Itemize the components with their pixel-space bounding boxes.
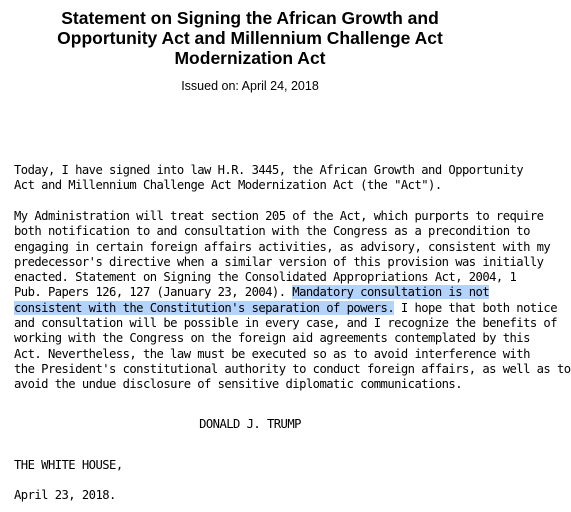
- text-line: [14, 300, 558, 316]
- text-line: Act and Millennium Challenge Act Modernization Act (the "Act").: [14, 178, 442, 193]
- text-line: predecessor's directive when a similar version of this provision was initially: [14, 254, 544, 269]
- title-line: Statement on Signing the African Growth and: [61, 8, 439, 28]
- place-line: THE WHITE HOUSE,: [14, 458, 123, 472]
- paragraph-intro: [14, 163, 524, 194]
- text-line: [14, 285, 496, 300]
- text-line: avoid the undue disclosure of sensitive diplomatic communications.: [14, 377, 462, 392]
- text-run: Pub. Papers 126, 127 (January 23, 2004).: [14, 285, 293, 300]
- document-title: [0, 8, 500, 68]
- text-line: working with the Congress on the foreign aid agreements contemplated by this: [14, 331, 530, 346]
- text-run: I hope that both notice: [394, 300, 558, 315]
- text-line: Today, I have signed into law H.R. 3445, the African Growth and Opportunity: [14, 163, 524, 177]
- text-line: both notification to and consultation with the Congress as a precondition to: [14, 224, 530, 239]
- text-line: My Administration will treat section 205 of the Act, which purports to require: [14, 209, 544, 223]
- issued-date: Issued on: April 24, 2018: [181, 79, 319, 93]
- text-line: Act. Nevertheless, the law must be executed so as to avoid interference with: [14, 346, 530, 361]
- highlighted-selection[interactable]: Mandatory consultation is not: [292, 285, 490, 300]
- date-line: April 23, 2018.: [14, 488, 116, 502]
- signature: DONALD J. TRUMP: [199, 417, 301, 431]
- text-line: the President's constitutional authority to conduct foreign affairs, as well as to: [14, 361, 571, 376]
- title-line: Opportunity Act and Millennium Challenge Act: [57, 28, 443, 48]
- paragraph-body: [14, 209, 571, 393]
- title-line: Modernization Act: [174, 48, 326, 68]
- text-line: and consultation will be possible in every case, and I recognize the benefits of: [14, 316, 558, 331]
- text-line: enacted. Statement on Signing the Consolidated Appropriations Act, 2004, 1: [14, 270, 517, 285]
- text-line: engaging in certain foreign affairs activities, as advisory, consistent with my: [14, 239, 551, 254]
- highlighted-selection[interactable]: consistent with the Constitution's separation of powers.: [14, 300, 395, 315]
